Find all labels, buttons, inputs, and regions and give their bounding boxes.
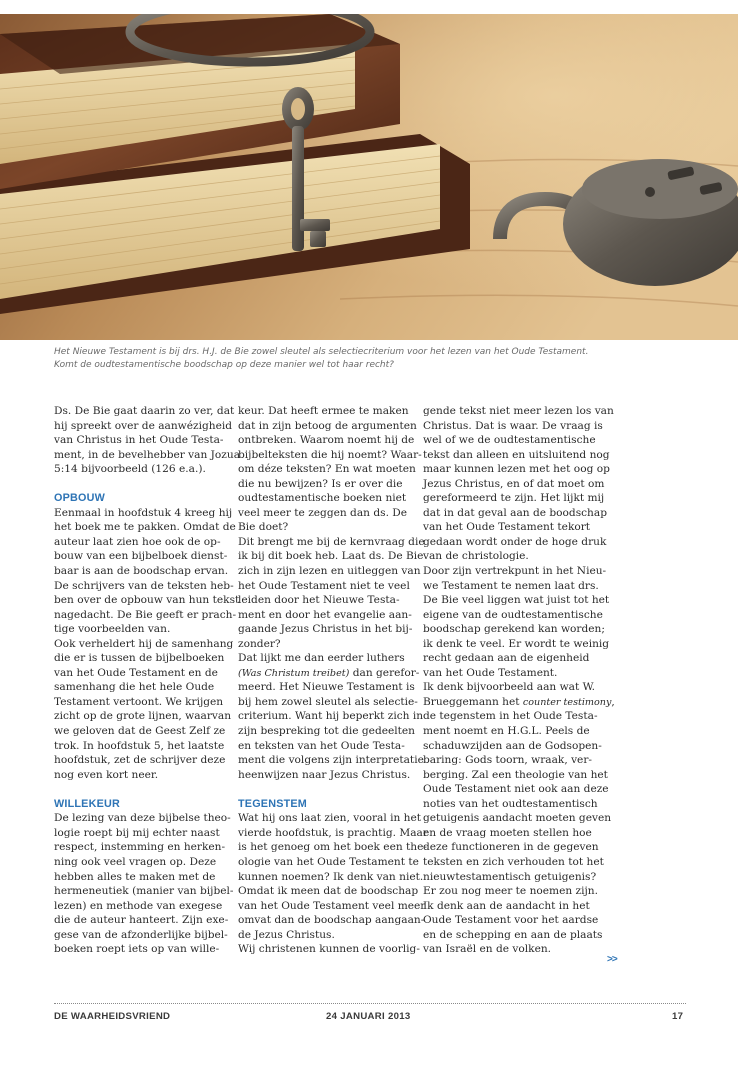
text-line: berging. Zal een theologie van het xyxy=(423,768,608,781)
text-line: oudtestamentische boeken niet xyxy=(238,492,407,505)
text-line: ik denk te veel. Er wordt te weinig xyxy=(423,637,610,650)
text-line: teksten en zich verhouden tot het xyxy=(423,855,604,868)
text-line: Jezus Christus, en of dat moet om xyxy=(423,477,605,490)
text-line: het Oude Testament niet te veel xyxy=(238,579,410,592)
text-line: Oude Testament niet ook aan deze xyxy=(423,783,609,796)
text-line: we Testament te nemen laat drs. xyxy=(423,579,599,592)
text-line: recht gedaan aan de eigenheid xyxy=(423,652,590,665)
italic-term: counter testimony xyxy=(522,696,612,708)
text-line: Bie doet? xyxy=(238,521,289,534)
text-column-3 xyxy=(423,404,615,957)
text-line: Ds. De Bie gaat daarin zo ver, dat xyxy=(54,405,235,417)
text-line: ontbreken. Waarom noemt hij de xyxy=(238,434,415,447)
text-line: is het genoeg om het boek een the- xyxy=(238,841,427,854)
header-photo xyxy=(0,14,738,340)
text-line: zonder? xyxy=(238,637,281,650)
paragraph-gap xyxy=(238,782,410,797)
text-line: van Christus in het Oude Testa- xyxy=(54,434,224,447)
text-line: van het Oude Testament veel meer xyxy=(238,899,426,912)
text-line: gaande Jezus Christus in het bij- xyxy=(238,623,413,636)
text-line: Ik denk aan de aandacht in het xyxy=(423,899,590,912)
text-line: Ook verheldert hij de samenhang xyxy=(54,637,234,650)
text-line: respect, instemming en herken- xyxy=(54,841,226,854)
text-run: dan gerefor- xyxy=(349,666,420,679)
text-run: Brueggemann het xyxy=(423,695,523,708)
text-line: ment, in de bevelhebber van Jozua xyxy=(54,448,241,461)
text-line: nagedacht. De Bie geeft er prach- xyxy=(54,608,237,621)
text-line: van de christologie. xyxy=(423,550,529,563)
text-line: wel of we de oudtestamentische xyxy=(423,434,596,447)
text-line: bouw van een bijbelboek dienst- xyxy=(54,550,228,563)
text-line: ment noemt en H.G.L. Peels de xyxy=(423,725,590,738)
text-line: ment en door het evangelie aan- xyxy=(238,608,412,621)
text-line: ben over de opbouw van hun tekst xyxy=(54,594,240,607)
text-line: baar is aan de boodschap ervan. xyxy=(54,565,229,578)
text-line: Dit brengt me bij de kernvraag die xyxy=(238,535,425,548)
paragraph-gap xyxy=(54,477,226,492)
text-line: om déze teksten? En wat moeten xyxy=(238,463,416,476)
section-heading: OPBOUW xyxy=(54,492,105,505)
text-line: zijn bespreking tot die gedeelten xyxy=(238,725,416,738)
text-line: ment die volgens zijn interpretatie xyxy=(238,754,424,767)
text-line: die er is tussen de bijbelboeken xyxy=(54,652,225,665)
footer-date: 24 JANUARI 2013 xyxy=(326,1011,411,1022)
text-line: en teksten van het Oude Testa- xyxy=(238,739,405,752)
text-line: gereformeerd te zijn. Het lijkt mij xyxy=(423,492,605,505)
text-line: zich in zijn lezen en uitleggen van xyxy=(238,565,421,578)
text-line: dat in zijn betoog de argumenten xyxy=(238,419,417,432)
text-line: eigene van de oudtestamentische xyxy=(423,608,603,621)
text-line: 5:14 bijvoorbeeld (126 e.a.). xyxy=(54,463,206,476)
text-line: hij spreekt over de aanwézigheid xyxy=(54,419,233,432)
text-line: en de vraag moeten stellen hoe xyxy=(423,826,592,839)
text-line: gende tekst niet meer lezen los van xyxy=(423,405,614,417)
text-line: de Jezus Christus. xyxy=(238,928,335,941)
section-heading: WILLEKEUR xyxy=(54,797,120,810)
footer-publication: DE WAARHEIDSVRIEND xyxy=(54,1011,171,1022)
text-line: omvat dan de boodschap aangaan- xyxy=(238,914,425,927)
text-line: noties van het oudtestamentisch xyxy=(423,797,598,810)
text-line xyxy=(423,695,615,710)
text-line: lezen) en methode van exegese xyxy=(54,899,223,912)
italic-term: (Was Christum treibet) xyxy=(238,667,350,679)
text-line: leiden door het Nieuwe Testa- xyxy=(238,594,400,607)
text-line: heenwijzen naar Jezus Christus. xyxy=(238,768,411,781)
text-line: ologie van het Oude Testament te xyxy=(238,855,419,868)
footer-divider xyxy=(54,1003,686,1004)
text-line: Wij christenen kunnen de voorlig- xyxy=(238,943,420,956)
text-line: van Israël en de volken. xyxy=(423,943,552,956)
text-line: getuigenis aandacht moeten geven xyxy=(423,812,612,825)
text-line: trok. In hoofdstuk 5, het laatste xyxy=(54,739,225,752)
text-line: we geloven dat de Geest Zelf ze xyxy=(54,725,226,738)
text-line: de tegenstem in het Oude Testa- xyxy=(423,710,598,723)
text-line: deze functioneren in de gegeven xyxy=(423,841,599,854)
text-line: van het Oude Testament en de xyxy=(54,666,218,679)
text-line: van het Oude Testament tekort xyxy=(423,521,591,534)
text-line: nieuwtestamentisch getuigenis? xyxy=(423,870,597,883)
text-line: boeken roept iets op van wille- xyxy=(54,943,220,956)
text-line: bij hem zowel sleutel als selectie- xyxy=(238,695,418,708)
text-line: Wat hij ons laat zien, vooral in het xyxy=(238,812,422,825)
section-heading: TEGENSTEM xyxy=(238,797,307,810)
text-run: , xyxy=(611,695,615,708)
text-line: zicht op de grote lijnen, waarvan xyxy=(54,710,232,723)
text-line: bijbelteksten die hij noemt? Waar- xyxy=(238,448,422,461)
text-column-2 xyxy=(238,404,428,957)
text-line: Door zijn vertrekpunt in het Nieu- xyxy=(423,565,607,578)
text-line: Dat lijkt me dan eerder luthers xyxy=(238,652,405,665)
text-line: hoofdstuk, zet de schrijver deze xyxy=(54,754,226,767)
text-line: De schrijvers van de teksten heb- xyxy=(54,579,234,592)
text-line: dat in dat geval aan de boodschap xyxy=(423,506,607,519)
text-line: De Bie veel liggen wat juist tot het xyxy=(423,594,610,607)
text-line xyxy=(238,666,420,681)
text-line: Ik denk bijvoorbeeld aan wat W. xyxy=(423,681,595,694)
text-line: auteur laat zien hoe ook de op- xyxy=(54,535,221,548)
text-line: het boek me te pakken. Omdat de xyxy=(54,521,236,534)
text-line: tige voorbeelden van. xyxy=(54,623,171,636)
text-line: gedaan wordt onder de hoge druk xyxy=(423,535,607,548)
text-line: Omdat ik meen dat de boodschap xyxy=(238,885,419,898)
text-line: veel meer te zeggen dan ds. De xyxy=(238,506,408,519)
text-line: Eenmaal in hoofdstuk 4 kreeg hij xyxy=(54,506,233,519)
text-line: maar kunnen lezen met het oog op xyxy=(423,463,610,476)
footer-page-number: 17 xyxy=(672,1011,684,1022)
text-line: baring: Gods toorn, wraak, ver- xyxy=(423,754,592,767)
text-line: tekst dan alleen en uitsluitend nog xyxy=(423,448,610,461)
text-line: Christus. Dat is waar. De vraag is xyxy=(423,419,603,432)
text-line: nog even kort neer. xyxy=(54,768,159,781)
text-line: De lezing van deze bijbelse theo- xyxy=(54,812,231,825)
text-line: die nu bewijzen? Is er over die xyxy=(238,477,403,490)
text-line: Oude Testament voor het aardse xyxy=(423,914,599,927)
photo-caption xyxy=(54,346,694,371)
text-line: ning ook veel vragen op. Deze xyxy=(54,855,217,868)
text-line: logie roept bij mij echter naast xyxy=(54,826,220,839)
text-line: keur. Dat heeft ermee te maken xyxy=(238,405,409,417)
text-line: en de schepping en aan de plaats xyxy=(423,928,603,941)
text-line: van het Oude Testament. xyxy=(423,666,558,679)
text-line: gese van de afzonderlijke bijbel- xyxy=(54,928,228,941)
text-line: vierde hoofdstuk, is prachtig. Maar xyxy=(238,826,428,839)
continue-marker: >> xyxy=(607,954,617,965)
text-line: Testament vertoont. We krijgen xyxy=(54,695,224,708)
paragraph-gap xyxy=(54,782,226,797)
text-line: criterium. Want hij beperkt zich in xyxy=(238,710,424,723)
text-line: samenhang die het hele Oude xyxy=(54,681,215,694)
text-line: die de auteur hanteert. Zijn exe- xyxy=(54,914,229,927)
text-line: hebben alles te maken met de xyxy=(54,870,216,883)
text-line: kunnen noemen? Ik denk van niet. xyxy=(238,870,424,883)
text-line: ik bij dit boek heb. Laat ds. De Bie xyxy=(238,550,424,563)
text-line: Er zou nog meer te noemen zijn. xyxy=(423,885,598,898)
text-line: schaduwzijden aan de Godsopen- xyxy=(423,739,602,752)
text-line: hermeneutiek (manier van bijbel- xyxy=(54,885,234,898)
text-column-1 xyxy=(54,404,241,957)
caption-line: Het Nieuwe Testament is bij drs. H.J. de Bie zowel sleutel als selectiecriterium voor het lezen van het Oude Testament. xyxy=(54,347,589,357)
caption-line: Komt de oudtestamentische boodschap op deze manier wel tot haar recht? xyxy=(54,359,394,370)
text-line: boodschap gerekend kan worden; xyxy=(423,623,605,636)
text-line: meerd. Het Nieuwe Testament is xyxy=(238,681,415,694)
